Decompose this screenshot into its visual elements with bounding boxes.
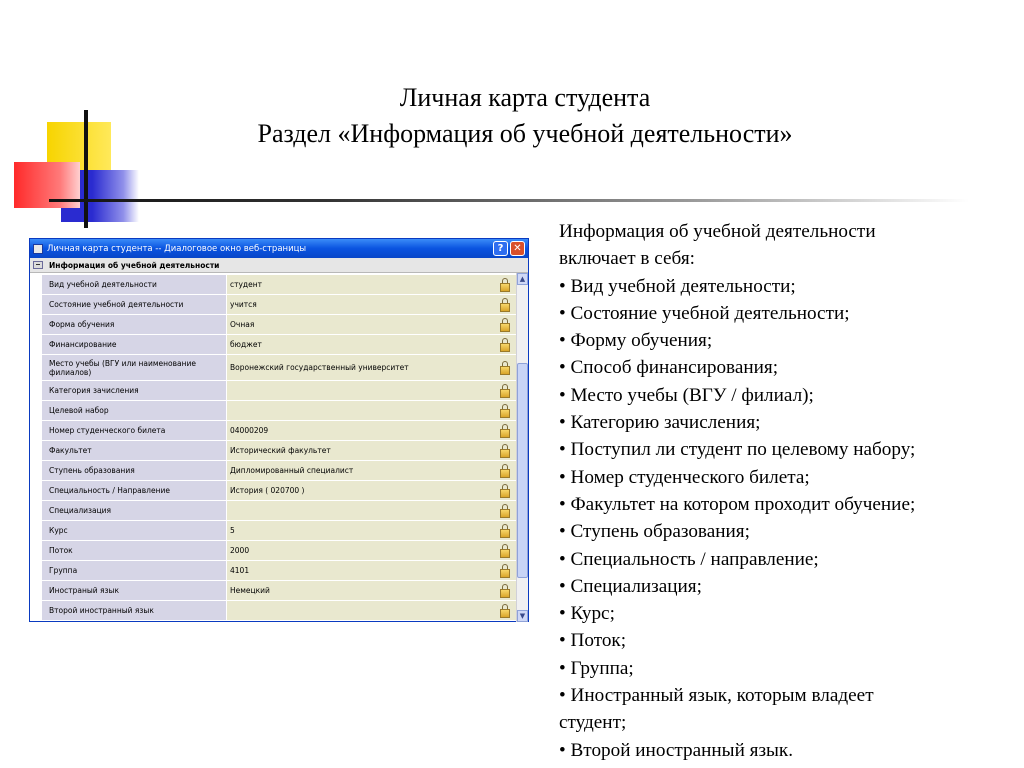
row-label: Иностраный язык	[42, 581, 226, 601]
lock-cell[interactable]	[492, 581, 518, 601]
slide-title	[140, 80, 910, 152]
table-row	[42, 295, 518, 315]
row-label: Номер студенческого билета	[42, 421, 226, 441]
row-label: Место учебы (ВГУ или наименование филиалов)	[42, 355, 226, 381]
row-label: Категория зачисления	[42, 381, 226, 401]
close-button[interactable]: ✕	[510, 241, 525, 256]
table-row	[42, 501, 518, 521]
section-header[interactable]	[30, 258, 528, 273]
title-divider-line	[49, 199, 969, 202]
lock-cell[interactable]	[492, 501, 518, 521]
table-row	[42, 521, 518, 541]
info-list-item: • Форму обучения;	[559, 330, 713, 352]
table-row	[42, 541, 518, 561]
lock-cell[interactable]	[492, 295, 518, 315]
padlock-icon[interactable]	[500, 544, 510, 558]
row-value: Воронежский государственный университет	[226, 355, 492, 381]
slide-title-line2: Раздел «Информация об учебной деятельности»	[257, 119, 793, 148]
row-value	[226, 381, 492, 401]
lock-cell[interactable]	[492, 421, 518, 441]
row-label: Факультет	[42, 441, 226, 461]
row-value: Дипломированный специалист	[226, 461, 492, 481]
info-list-item: • Специальность / направление;	[559, 548, 819, 570]
help-button[interactable]: ?	[493, 241, 508, 256]
slide-title-line1: Личная карта студента	[399, 83, 651, 112]
padlock-icon[interactable]	[500, 278, 510, 292]
padlock-icon[interactable]	[500, 524, 510, 538]
lock-cell[interactable]	[492, 561, 518, 581]
padlock-icon[interactable]	[500, 444, 510, 458]
info-list-item: • Ступень образования;	[559, 521, 750, 543]
padlock-icon[interactable]	[500, 424, 510, 438]
padlock-icon[interactable]	[500, 338, 510, 352]
table-row	[42, 461, 518, 481]
info-list-item: • Второй иностранный язык.	[559, 739, 794, 761]
row-value: История ( 020700 )	[226, 481, 492, 501]
padlock-icon[interactable]	[500, 504, 510, 518]
padlock-icon[interactable]	[500, 404, 510, 418]
row-value: бюджет	[226, 335, 492, 355]
row-label: Специализация	[42, 501, 226, 521]
padlock-icon[interactable]	[500, 318, 510, 332]
scroll-up-arrow-icon[interactable]: ▲	[517, 273, 528, 285]
info-list-item: • Состояние учебной деятельности;	[559, 302, 850, 324]
table-row	[42, 401, 518, 421]
row-value	[226, 501, 492, 521]
info-list-item: • Группа;	[559, 657, 634, 679]
row-value: 2000	[226, 541, 492, 561]
section-title: Информация об учебной деятельности	[49, 260, 220, 270]
row-value: студент	[226, 275, 492, 295]
row-label: Финансирование	[42, 335, 226, 355]
dialog-title: Личная карта студента -- Диалоговое окно веб-страницы	[47, 243, 307, 254]
info-list-item: • Способ финансирования;	[559, 357, 779, 379]
row-value	[226, 401, 492, 421]
lock-cell[interactable]	[492, 521, 518, 541]
vertical-scrollbar[interactable]	[516, 273, 528, 622]
info-list-item: • Специализация;	[559, 575, 702, 597]
row-value: Немецкий	[226, 581, 492, 601]
row-value: 4101	[226, 561, 492, 581]
table-row	[42, 381, 518, 401]
table-row	[42, 561, 518, 581]
row-value: Очная	[226, 315, 492, 335]
dialog-titlebar[interactable]	[30, 239, 528, 258]
row-label: Вид учебной деятельности	[42, 275, 226, 295]
info-list-item: • Факультет на котором проходит обучение;	[559, 493, 916, 515]
lock-cell[interactable]	[492, 275, 518, 295]
padlock-icon[interactable]	[500, 604, 510, 618]
collapse-icon[interactable]	[33, 261, 43, 269]
info-list-item: • Курс;	[559, 603, 615, 625]
row-label: Форма обучения	[42, 315, 226, 335]
table-row	[42, 355, 518, 381]
row-label: Курс	[42, 521, 226, 541]
info-list-item: • Номер студенческого билета;	[559, 466, 810, 488]
lock-cell[interactable]	[492, 481, 518, 501]
lock-cell[interactable]	[492, 381, 518, 401]
lock-cell[interactable]	[492, 335, 518, 355]
table-row	[42, 481, 518, 501]
scroll-thumb[interactable]	[517, 363, 528, 578]
scroll-down-arrow-icon[interactable]: ▼	[517, 610, 528, 622]
row-label: Ступень образования	[42, 461, 226, 481]
row-label: Специальность / Направление	[42, 481, 226, 501]
row-value: учится	[226, 295, 492, 315]
row-label: Группа	[42, 561, 226, 581]
table-row	[42, 421, 518, 441]
lock-cell[interactable]	[492, 401, 518, 421]
lock-cell[interactable]	[492, 541, 518, 561]
info-list-item: • Место учебы (ВГУ / филиал);	[559, 384, 814, 406]
table-row	[42, 275, 518, 295]
lock-cell[interactable]	[492, 601, 518, 621]
lock-cell[interactable]	[492, 315, 518, 335]
info-list-item: • Поток;	[559, 630, 627, 652]
padlock-icon[interactable]	[500, 464, 510, 478]
row-label: Поток	[42, 541, 226, 561]
table-row	[42, 315, 518, 335]
padlock-icon[interactable]	[500, 384, 510, 398]
table-row	[42, 441, 518, 461]
padlock-icon[interactable]	[500, 298, 510, 312]
padlock-icon[interactable]	[500, 584, 510, 598]
table-row	[42, 335, 518, 355]
row-value: 5	[226, 521, 492, 541]
info-table	[30, 273, 528, 622]
padlock-icon[interactable]	[500, 564, 510, 578]
row-label: Целевой набор	[42, 401, 226, 421]
row-value: Исторический факультет	[226, 441, 492, 461]
info-text-block	[559, 218, 999, 764]
table-row	[42, 581, 518, 601]
row-value	[226, 601, 492, 621]
info-list-item: • Поступил ли студент по целевому набору;	[559, 439, 916, 461]
info-list-item: студент;	[559, 712, 627, 734]
row-label: Второй иностранный язык	[42, 601, 226, 621]
info-list-item: • Вид учебной деятельности;	[559, 275, 796, 297]
lock-cell[interactable]	[492, 461, 518, 481]
lock-cell[interactable]	[492, 355, 518, 381]
info-list-item: • Категорию зачисления;	[559, 412, 761, 434]
padlock-icon[interactable]	[500, 484, 510, 498]
info-list-item: • Иностранный язык, которым владеет	[559, 685, 874, 707]
window-icon	[33, 244, 43, 254]
info-intro-line1: Информация об учебной деятельности	[559, 221, 876, 242]
row-value: 04000209	[226, 421, 492, 441]
table-row	[42, 601, 518, 621]
lock-cell[interactable]	[492, 441, 518, 461]
padlock-icon[interactable]	[500, 361, 510, 375]
dialog-window	[29, 238, 529, 622]
row-label: Состояние учебной деятельности	[42, 295, 226, 315]
info-intro-line2: включает в себя:	[559, 248, 695, 270]
logo-vertical-line	[84, 110, 88, 228]
